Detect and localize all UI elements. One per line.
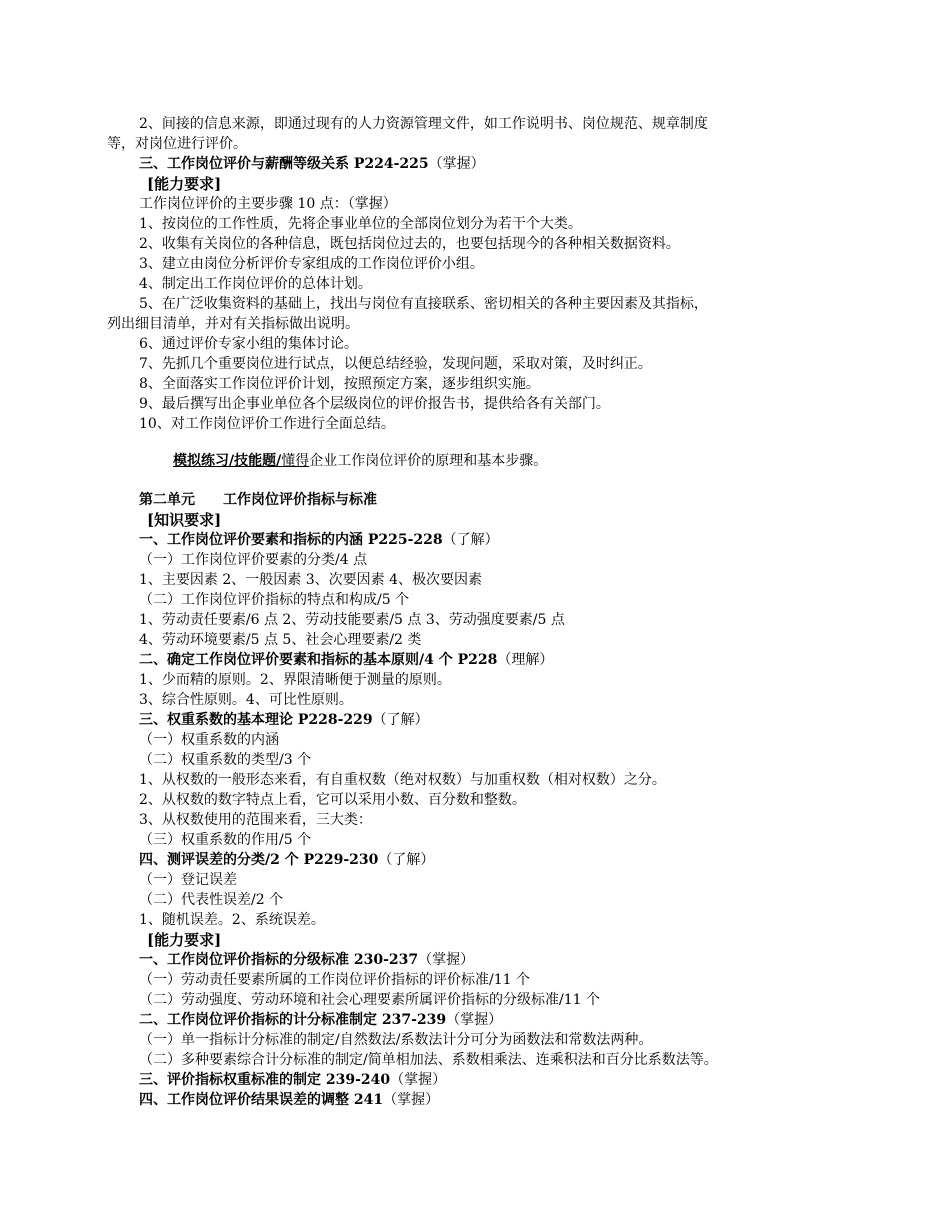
list-line: （一）劳动责任要素所属的工作岗位评价指标的评价标准/11 个 [139, 972, 530, 988]
list-line: （二）权重系数的类型/3 个 [139, 752, 312, 768]
heading-weight-standard [139, 1070, 829, 1090]
list-line: 4、劳动环境要素/5 点 5、社会心理要素/2 类 [139, 632, 422, 648]
heading-error-adjustment [139, 1090, 829, 1110]
list-line: （二）代表性误差/2 个 [139, 892, 284, 908]
practice-line [107, 451, 817, 471]
caption-ability-requirements: [能力要求] [147, 175, 222, 193]
heading-error-classification [139, 850, 829, 870]
step-item-continued: 列出细目清单，并对有关指标做出说明。 [107, 316, 359, 332]
heading-basic-principles [139, 650, 829, 670]
list-line: 1、主要因素 2、一般因素 3、次要因素 4、极次要因素 [139, 572, 482, 588]
list-line: （三）权重系数的作用/5 个 [139, 832, 312, 848]
heading-note: （了解） [378, 852, 435, 868]
list-line: （一）权重系数的内涵 [139, 732, 279, 748]
heading-weight-theory [139, 710, 829, 730]
list-line: 3、从权数使用的范围来看，三大类： [139, 812, 372, 828]
heading-note: （了解） [372, 712, 429, 728]
list-line: 1、少而精的原则。2、界限清晰便于测量的原则。 [139, 672, 451, 688]
heading-text: 四、工作岗位评价结果误差的调整 241 [139, 1092, 384, 1108]
heading-text: 一、工作岗位评价要素和指标的内涵 P225-228 [139, 532, 443, 548]
practice-label: 模拟练习/技能题/ [173, 453, 282, 469]
heading-scoring-standard [139, 1010, 829, 1030]
heading-note: （掌握） [428, 156, 485, 172]
step-item: 4、制定出工作岗位评价的总体计划。 [139, 276, 372, 292]
list-line: （一）登记误差 [139, 872, 237, 888]
step-item: 8、全面落实工作岗位评价计划，按照预定方案，逐步组织实施。 [139, 376, 540, 392]
list-line: 1、随机误差。2、系统误差。 [139, 912, 325, 928]
step-item: 2、收集有关岗位的各种信息，既包括岗位过去的，也要包括现今的各种相关数据资料。 [139, 236, 680, 252]
step-item: 10、对工作岗位评价工作进行全面总结。 [139, 416, 395, 432]
step-item: 9、最后撰写出企事业单位各个层级岗位的评价报告书，提供给各有关部门。 [139, 396, 610, 412]
step-item: 6、通过评价专家小组的集体讨论。 [139, 336, 358, 352]
heading-salary-relationship [107, 154, 817, 174]
heading-note: （掌握） [390, 1072, 447, 1088]
step-item: 5、在广泛收集资料的基础上，找出与岗位有直接联系、密切相关的各种主要因素及其指标， [139, 296, 708, 312]
heading-text: 三、评价指标权重标准的制定 239-240 [139, 1072, 391, 1088]
heading-element-meaning [139, 530, 829, 550]
caption-ability-requirements-2: [能力要求] [147, 931, 222, 949]
step-item: 1、按岗位的工作性质，先将企事业单位的全部岗位划分为若干个大类。 [139, 216, 582, 232]
heading-text: 三、工作岗位评价与薪酬等级关系 P224-225 [139, 156, 429, 172]
list-line: （一）工作岗位评价要素的分类/4 点 [139, 552, 368, 568]
practice-note [107, 451, 817, 471]
list-line: 3、综合性原则。4、可比性原则。 [139, 692, 353, 708]
heading-grading-standard [139, 950, 829, 970]
heading-text: 一、工作岗位评价指标的分级标准 230-237 [139, 952, 419, 968]
paragraph-indirect-source-line1: 2、间接的信息来源，即通过现有的人力资源管理文件，如工作说明书、岗位规范、规章制度 [139, 116, 708, 132]
section-unit-two [139, 490, 829, 1110]
heading-note: （理解） [497, 652, 554, 668]
heading-text: 三、权重系数的基本理论 P228-229 [139, 712, 373, 728]
heading-note: （掌握） [446, 1012, 503, 1028]
list-line: 1、从权数的一般形态来看，有自重权数（绝对权数）与加重权数（相对权数）之分。 [139, 772, 666, 788]
list-line: （二）多种要素综合计分标准的制定/简单相加法、系数相乘法、连乘积法和百分比系数法等。 [139, 1052, 718, 1068]
heading-note: （了解） [442, 532, 499, 548]
unit-title: 第二单元 工作岗位评价指标与标准 [139, 492, 377, 508]
list-line: （二）工作岗位评价指标的特点和构成/5 个 [139, 592, 410, 608]
practice-underlined: 懂得 [281, 453, 310, 469]
list-line: （一）单一指标计分标准的制定/自然数法/系数法计分可分为函数法和常数法两种。 [139, 1032, 653, 1048]
heading-text: 二、确定工作岗位评价要素和指标的基本原则/4 个 P228 [139, 652, 498, 668]
step-item: 7、先抓几个重要岗位进行试点，以便总结经验，发现问题，采取对策，及时纠正。 [139, 356, 652, 372]
section-evaluation-steps [107, 114, 817, 434]
list-line: （二）劳动强度、劳动环境和社会心理要素所属评价指标的分级标准/11 个 [139, 992, 600, 1008]
heading-text: 二、工作岗位评价指标的计分标准制定 237-239 [139, 1012, 447, 1028]
caption-knowledge-requirements: [知识要求] [147, 511, 222, 529]
list-line: 1、劳动责任要素/6 点 2、劳动技能要素/5 点 3、劳动强度要素/5 点 [139, 612, 565, 628]
heading-note: （掌握） [418, 952, 475, 968]
heading-text: 四、测评误差的分类/2 个 P229-230 [139, 852, 379, 868]
paragraph-indirect-source-line2: 等，对岗位进行评价。 [107, 136, 247, 152]
steps-intro: 工作岗位评价的主要步骤 10 点：（掌握） [139, 196, 397, 212]
practice-text: 企业工作岗位评价的原理和基本步骤。 [309, 453, 548, 469]
step-item: 3、建立由岗位分析评价专家组成的工作岗位评价小组。 [139, 256, 484, 272]
heading-note: （掌握） [383, 1092, 440, 1108]
list-line: 2、从权数的数字特点上看，它可以采用小数、百分数和整数。 [139, 792, 526, 808]
